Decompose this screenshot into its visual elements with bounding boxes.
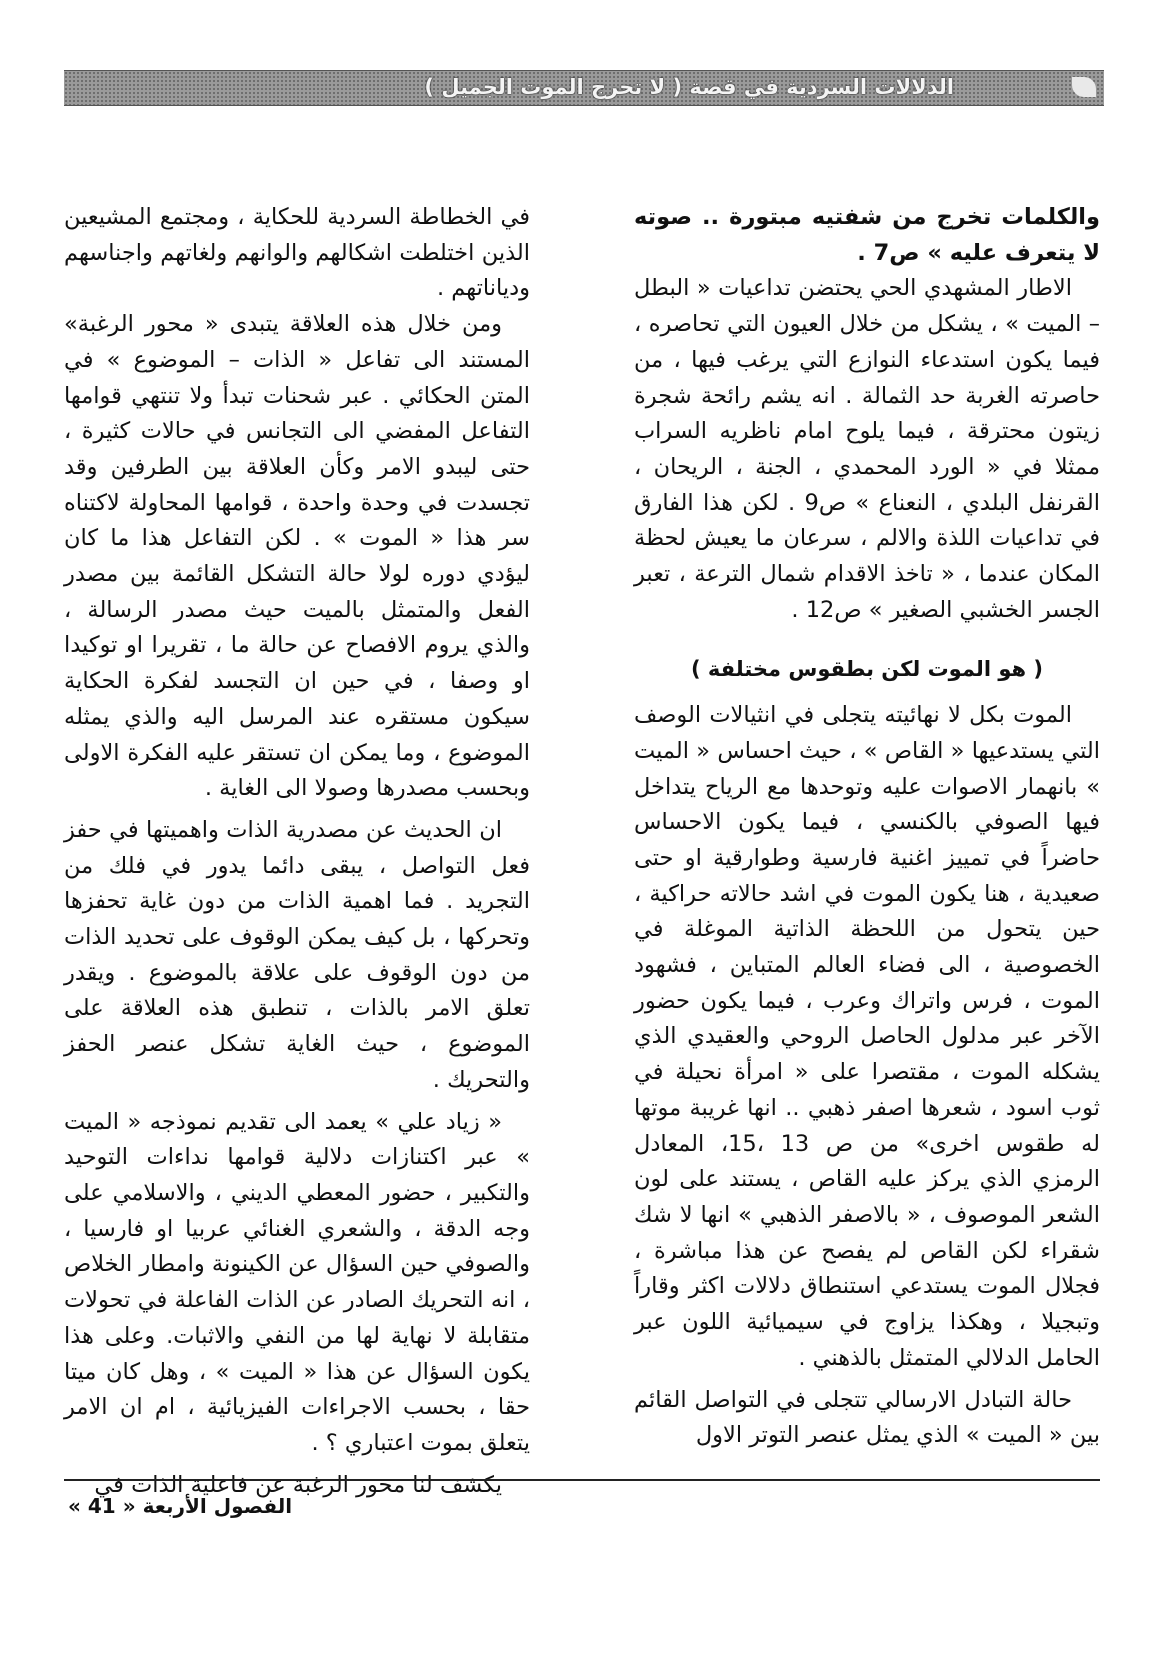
footer-page-label: الفصول الأربعة « 41 » (68, 1494, 293, 1518)
paragraph: ان الحديث عن مصدرية الذات واهميتها في حفز فعل التواصل ، يبقى دائما يدور في فلك من التجريد . فما اهمية الذات من دون غاية تحفزها وتحركها ، بل كيف يمكن الوقوف على تحديد الذات من دون الوقوف على علاقة بالموضوع . ويقدر تعلق الامر بالذات ، تنطبق هذه العلاقة على الموضوع ، حيث الغاية تشكل عنصر الحفز والتحريك . (64, 816, 530, 1093)
footer-divider (64, 1479, 1100, 1481)
running-header-title: الدلالات السردية في قصة ( لا تحرج الموت الجميل ) (424, 75, 954, 99)
paragraph: يكشف لنا محور الرغبة عن فاعلية الذات في (94, 1471, 502, 1498)
paragraph: « زياد علي » يعمد الى تقديم نموذجه « الميت » عبر اكتنازات دلالية قوامها نداءات التوحيد والتكبير ، حضور المعطي الديني ، والاسلامي على وجه الدقة ، والشعري الغنائي عربيا او فارسيا ، والصوفي حين السؤال عن الكينونة وامطار الخلاص ، انه التحريك الصادر عن الذات الفاعلة في تحولات متقابلة لا نهاية لها من النفي والاثبات. وعلى هذا يكون السؤال عن هذا « الميت » ، وهل كان ميتا حقا ، بحسب الاجراءات الفيزيائية ، ام ان الامر يتعلق بموت اعتباري ؟ . (64, 1108, 530, 1456)
leaf-ornament-icon (1072, 77, 1096, 97)
paragraph: في الخطاطة السردية للحكاية ، ومجتمع المشيعين الذين اختلطت اشكالهم والوانهم ولغاتهم واجناسهم ودياناتهم . (64, 204, 530, 302)
running-header (64, 70, 1104, 106)
paragraph: الاطار المشهدي الحي يحتضن تداعيات « البطل – الميت » ، يشكل من خلال العيون التي تحاصره ، فيما يكون استدعاء النوازع التي يرغب فيها ، من حاصرته الغربة حد الثمالة . انه يشم رائحة شجرة زيتون محترقة ، فيما يلوح امام ناظريه السراب ممثلا في « الورد المحمدي ، الجنة ، الريحان ، القرنفل البلدي ، النعناع » ص9 . لكن هذا الفارق في تداعيات اللذة والالم ، سرعان ما يعيش لحظة المكان عندما ، « تاخذ الاقدام شمال الترعة ، تعبر الجسر الخشبي الصغير » ص12 . (634, 275, 1101, 623)
section-heading: ( هو الموت لكن بطقوس مختلفة ) (691, 657, 1043, 682)
paragraph: ومن خلال هذه العلاقة يتبدى « محور الرغبة» المستند الى تفاعل « الذات – الموضوع » في المتن الحكائي . عبر شحنات تبدأ ولا تنتهي قوامها التفاعل المفضي الى التجانس في حالات كثيرة ، حتى ليبدو الامر وكأن العلاقة بين الطرفين وقد تجسدت في وحدة واحدة ، قوامها المحاولة لاكتناه سر هذا « الموت » . لكن التفاعل هذا ما كان ليؤدي دوره لولا حالة التشكل القائمة بين مصدر الفعل والمتمثل بالميت حيث مصدر الرسالة ، والذي يروم الافصاح عن حالة ما ، تقريرا او توكيدا او وصفا ، في حين ان التجسد لفكرة الحكاية سيكون مستقره عند المرسل اليه والذي يمثله الموضوع ، وما يمكن ان تستقر عليه الفكرة الاولى وبحسب مصدرها وصولا الى الغاية . (64, 311, 530, 802)
right-column (634, 200, 1100, 1454)
left-column (64, 200, 530, 1503)
paragraph: حالة التبادل الارسالي تتجلى في التواصل القائم بين « الميت » الذي يمثل عنصر التوتر الاول (634, 1386, 1100, 1449)
paragraph: والكلمات تخرج من شفتيه مبتورة .. صوته لا يتعرف عليه » ص7 . (634, 204, 1100, 266)
paragraph: الموت بكل لا نهائيته يتجلى في انثيالات الوصف التي يستدعيها « القاص » ، حيث احساس « الميت » بانهمار الاصوات عليه وتوحدها مع الرياح يتداخل فيها الصوفي بالكنسي ، فيما يكون الاحساس حاضراً في تمييز اغنية فارسية وطوارقية او حتى صعيدية ، هنا يكون الموت في اشد حالاته حراكية ، حين يتحول من اللحظة الذاتية الموغلة في الخصوصية ، الى فضاء العالم المتباين ، فشهود الموت ، فرس واتراك وعرب ، فيما يكون حضور الآخر عبر مدلول الحاصل الروحي والعقيدي الذي يشكله الموت ، مقتصرا على « امرأة نحيلة في ثوب اسود ، شعرها اصفر ذهبي .. انها غريبة موتها له طقوس اخرى» من ص 13 ،15، المعادل الرمزي الذي يركز عليه القاص ، يستند على لون الشعر الموصوف ، « بالاصفر الذهبي » انها لا شك شقراء لكن القاص لم يفصح عن هذا مباشرة ، فجلال الموت يستدعي استنطاق دلالات اكثر وقاراً وتبجيلا ، وهكذا يزاوج في سيميائية اللون عبر الحامل الدلالي المتمثل بالذهني . (634, 702, 1100, 1371)
